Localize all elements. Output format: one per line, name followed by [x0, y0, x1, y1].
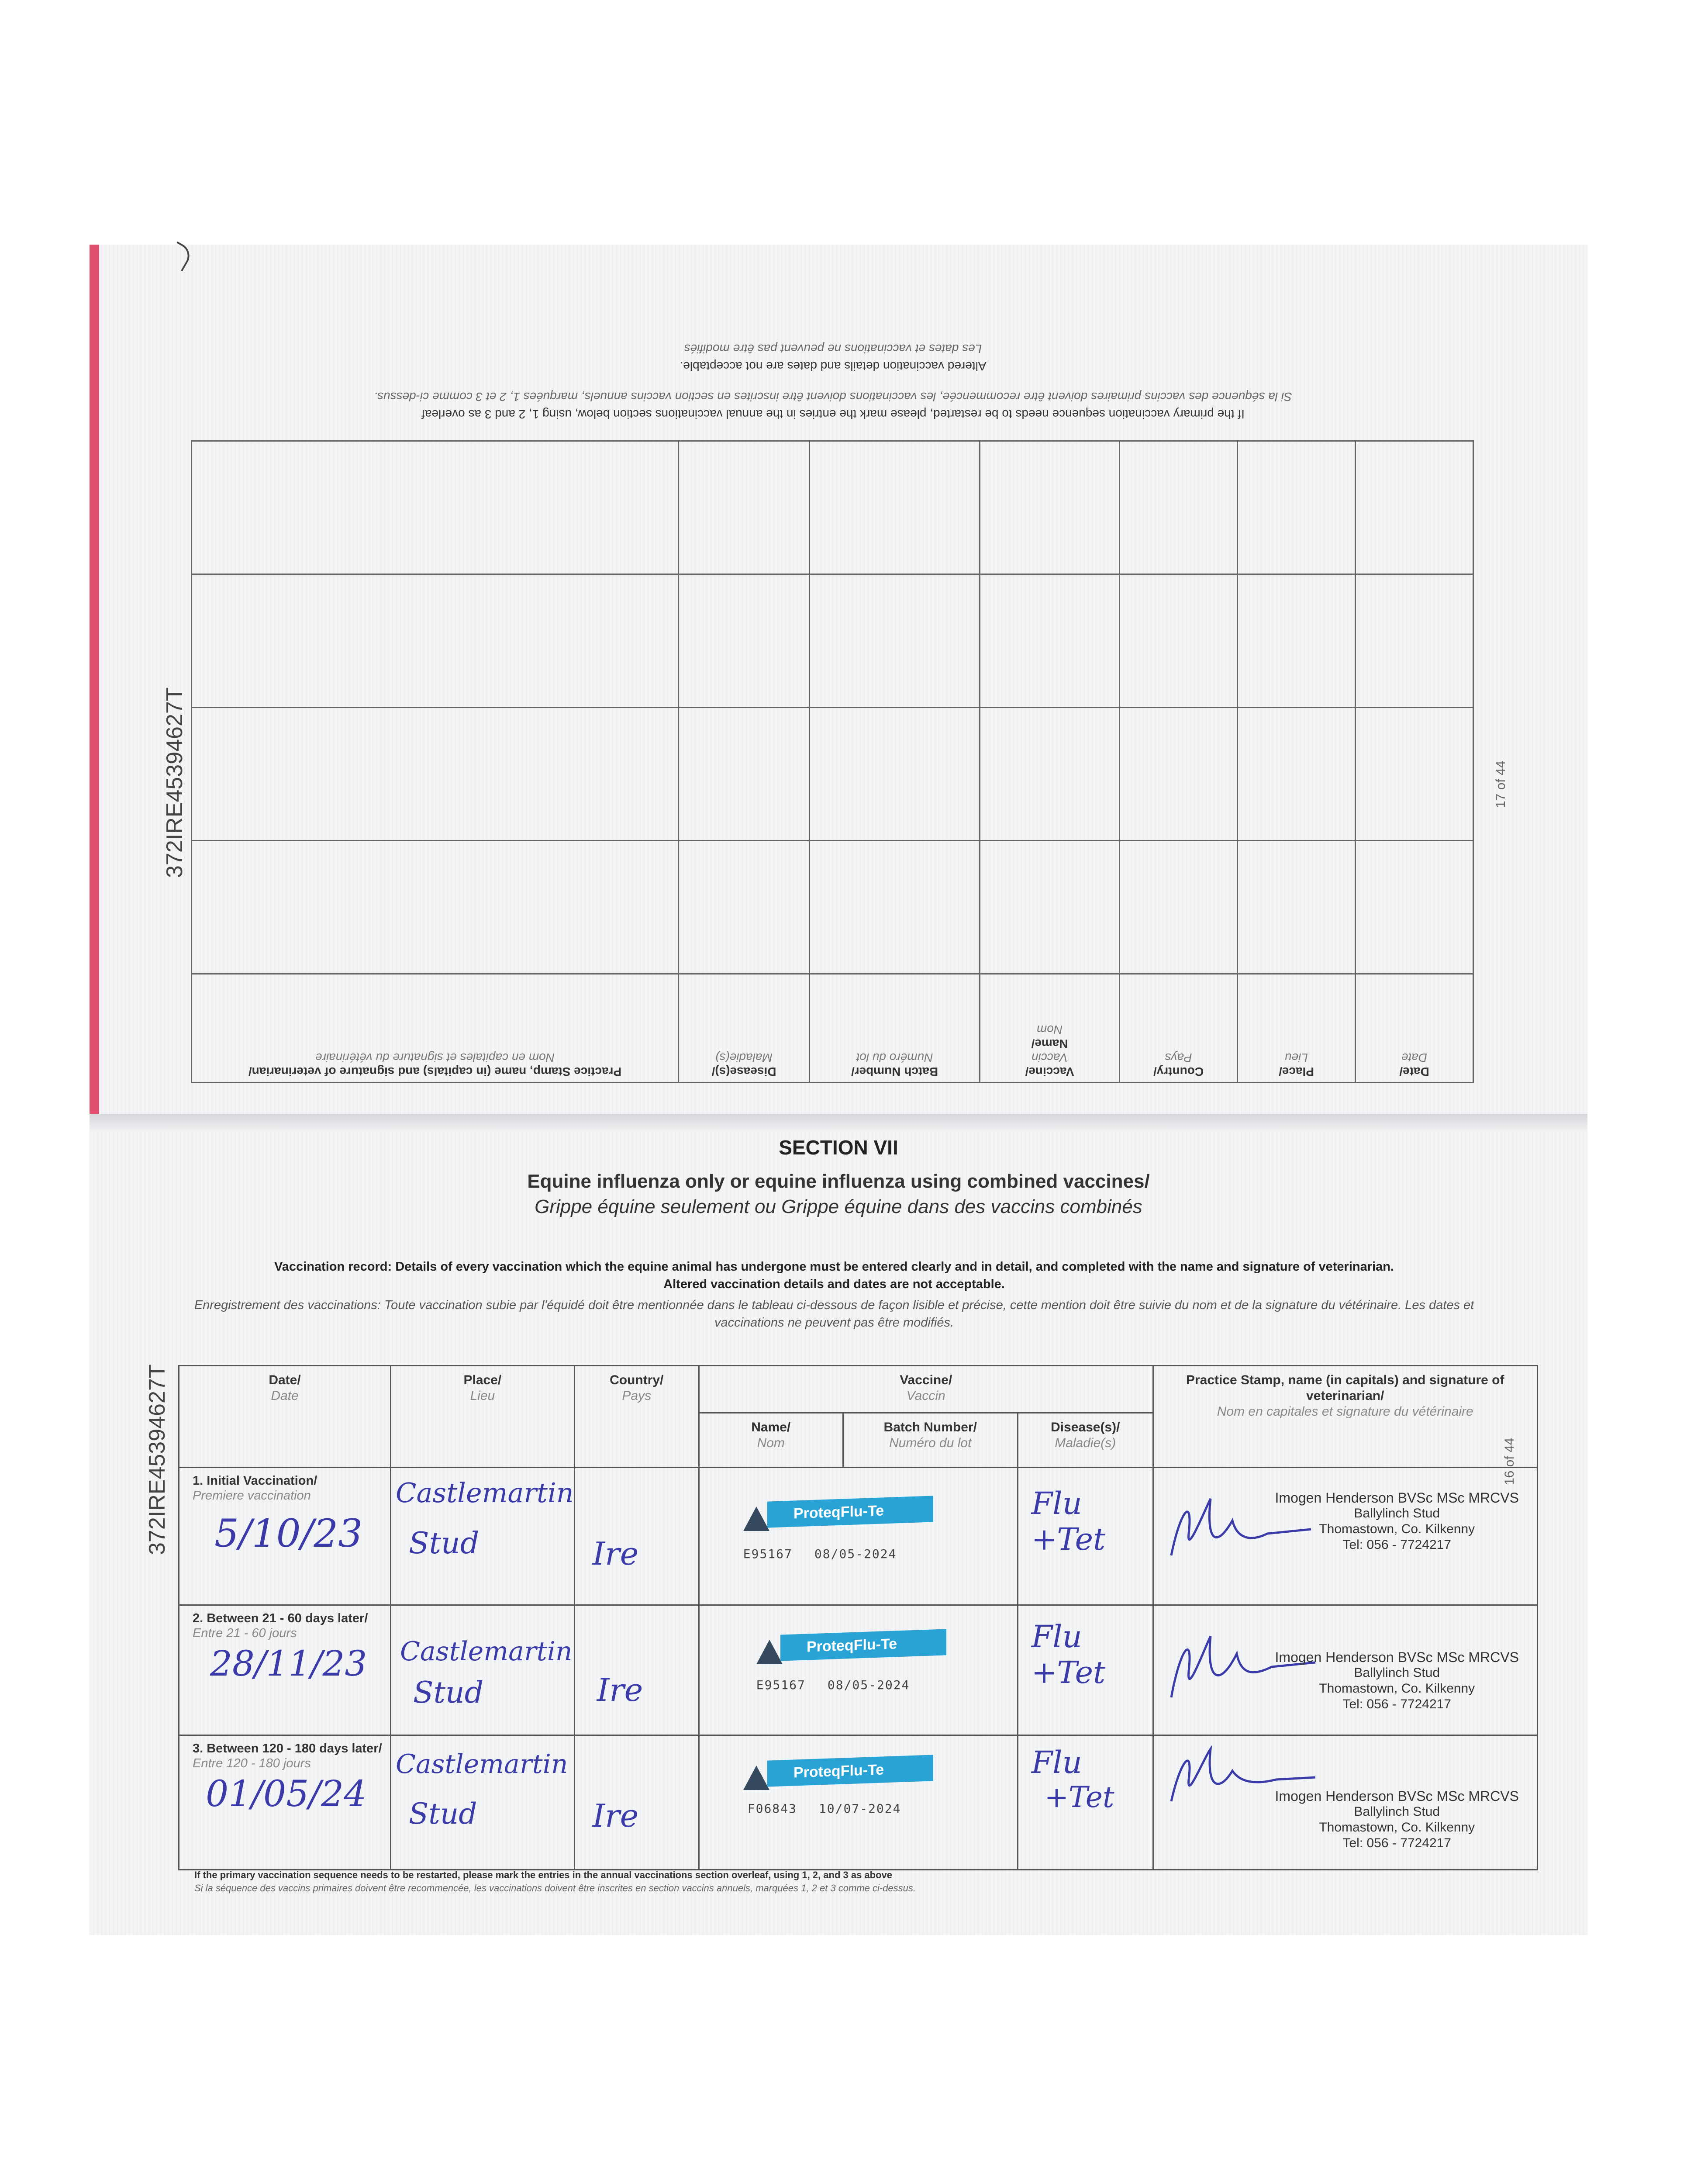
batch-number: F06843: [747, 1801, 797, 1816]
header-vaccine-name: Vaccine/ Vaccin Name/ Nom: [980, 974, 1120, 1083]
country-cell: [574, 1605, 699, 1735]
place-cell: [391, 1468, 575, 1605]
handwritten-place: Castlemartin: [396, 1477, 574, 1509]
restart-footer-note-fr: Si la séquence des vaccins primaires doivent être recommencée, les vaccinations doivent être inscrites en section vaccins annuels, marquées 1, 2 et 3 comme ci-dessus.: [194, 1883, 916, 1894]
header-date: Date/ Date: [1356, 974, 1473, 1083]
vaccine-sticker: [743, 1499, 935, 1538]
section-title: SECTION VII: [779, 1136, 898, 1159]
vet-stamp: [1266, 1490, 1528, 1553]
header-date: Date/ Date: [179, 1366, 391, 1468]
vet-name: Imogen Henderson BVSc MSc MRCVS: [1275, 1788, 1519, 1804]
date-cell: [179, 1605, 391, 1735]
vaccine-sticker-cell: [699, 1735, 1018, 1870]
handwritten-country: Ire: [592, 1797, 639, 1834]
header-batch: Batch Number/ Numéro du lot: [843, 1413, 1018, 1468]
vaccine-brand: ProteqFlu-Te: [767, 1755, 933, 1787]
vet-address: Thomastown, Co. Kilkenny: [1319, 1820, 1475, 1835]
table-row: [192, 574, 1473, 708]
header-disease: Disease(s)/ Maladie(s): [679, 974, 810, 1083]
row-label: 1. Initial Vaccination/: [193, 1474, 317, 1488]
vet-tel: Tel: 056 - 7724217: [1342, 1538, 1451, 1552]
vaccination-record-note-fr: Enregistrement des vaccinations: Toute vaccination subie par l'équidé doit être mentionnée dans le tableau ci-dessous de façon lisible et précise, cette mention doit être suivie du nom et de la signature du vétérinaire. Les dates et vaccinations ne peuvent pas être modifiés.: [194, 1298, 1474, 1330]
altered-note: Altered vaccination details and dates are not acceptable.: [680, 359, 987, 373]
handwritten-disease: Flu: [1031, 1745, 1082, 1780]
vaccination-record-note: [183, 1258, 1485, 1293]
passport-number-upper: 372IRE45394627T: [162, 687, 187, 878]
table-row: [192, 708, 1473, 841]
row-label-fr: Entre 21 - 60 jours: [193, 1626, 297, 1640]
disease-cell: [1018, 1735, 1153, 1870]
handwritten-date: 01/05/24: [206, 1773, 367, 1815]
vet-address: Thomastown, Co. Kilkenny: [1319, 1522, 1475, 1536]
restart-footer-note: If the primary vaccination sequence needs to be restarted, please mark the entries in the annual vaccinations section overleaf, using 1, 2, and 3 as above: [194, 1870, 893, 1880]
upper-page-content: [192, 332, 1474, 1083]
expiry-date: 08/05-2024: [827, 1678, 910, 1692]
vet-practice: Ballylinch Stud: [1354, 1506, 1440, 1521]
handwritten-place-line2: Stud: [409, 1526, 480, 1561]
handwritten-disease: Flu: [1031, 1619, 1082, 1655]
restart-note: If the primary vaccination sequence needs to be restarted, please mark the entries in the annual vaccinations section below, using 1, 2 and 3 as overleaf: [421, 408, 1245, 421]
brand-logo-icon: [743, 1766, 769, 1790]
place-cell: [391, 1605, 575, 1735]
page-fold: [90, 1114, 1587, 1131]
vet-tel: Tel: 056 - 7724217: [1342, 1836, 1451, 1850]
vaccination-table: [178, 1365, 1538, 1870]
table-row: [192, 841, 1473, 974]
vet-practice: Ballylinch Stud: [1354, 1804, 1440, 1819]
handwritten-place-line2: Stud: [409, 1797, 477, 1831]
date-cell: [179, 1468, 391, 1605]
handwritten-date: 5/10/23: [214, 1511, 363, 1556]
batch-info: [748, 1801, 944, 1816]
row-label-fr: Premiere vaccination: [193, 1489, 311, 1503]
vaccine-sticker-cell: [699, 1605, 1018, 1735]
vet-tel: Tel: 056 - 7724217: [1342, 1697, 1451, 1711]
header-country: Country/ Pays: [574, 1366, 699, 1468]
vet-stamp-cell: [1153, 1605, 1537, 1735]
table-row: [179, 1735, 1538, 1870]
brand-logo-icon: [756, 1640, 783, 1664]
batch-info: [756, 1678, 953, 1692]
upper-notes: [192, 340, 1474, 423]
header-place: Place/ Lieu: [1238, 974, 1356, 1083]
table-row: [179, 1605, 1538, 1735]
header-vaccine: Vaccine/ Vaccin: [699, 1366, 1153, 1413]
country-cell: [574, 1735, 699, 1870]
blank-vaccination-table: [191, 440, 1474, 1083]
disease-cell: [1018, 1605, 1153, 1735]
batch-number: E95167: [756, 1678, 806, 1692]
handwritten-disease-line2: +Tet: [1031, 1521, 1106, 1557]
vet-stamp-cell: [1153, 1735, 1537, 1870]
header-place: Place/ Lieu: [391, 1366, 575, 1468]
handwritten-country: Ire: [592, 1535, 639, 1572]
record-altered: Altered vaccination details and dates are not acceptable.: [663, 1277, 1005, 1291]
vaccine-brand: ProteqFlu-Te: [780, 1629, 946, 1661]
vet-stamp-cell: [1153, 1468, 1537, 1605]
header-stamp: Practice Stamp, name (in capitals) and signature of veterinarian/ Nom en capitales et signature du vétérinaire: [192, 974, 679, 1083]
header-disease: Disease(s)/ Maladie(s): [1018, 1413, 1153, 1468]
upper-page-number: 17 of 44: [1494, 760, 1508, 808]
passport-cover-edge: [90, 245, 99, 1114]
vet-name: Imogen Henderson BVSc MSc MRCVS: [1275, 1490, 1519, 1506]
handwritten-country: Ire: [597, 1671, 643, 1708]
vet-stamp: [1266, 1788, 1528, 1851]
header-vaccine-name: Name/ Nom: [699, 1413, 843, 1468]
handwritten-date: 28/11/23: [210, 1643, 367, 1684]
table-row: [192, 441, 1473, 574]
batch-info: [743, 1547, 940, 1561]
vaccine-brand: ProteqFlu-Te: [767, 1496, 933, 1527]
vet-address: Thomastown, Co. Kilkenny: [1319, 1681, 1475, 1696]
row-label: 3. Between 120 - 180 days later/: [193, 1742, 382, 1755]
place-cell: [391, 1735, 575, 1870]
expiry-date: 10/07-2024: [818, 1801, 901, 1816]
altered-note-fr: Les dates et vaccinations ne peuvent pas être modifiés: [684, 342, 982, 356]
handwritten-place: Castlemartin: [396, 1749, 568, 1780]
record-label: Vaccination record:: [274, 1260, 392, 1274]
handwritten-disease-line2: +Tet: [1044, 1780, 1114, 1814]
batch-number: E95167: [743, 1547, 793, 1561]
row-label: 2. Between 21 - 60 days later/: [193, 1611, 368, 1625]
restart-note-fr: Si la séquence des vaccins primaires doivent être recommencée, les vaccinations doivent être inscrites en section vaccins annuels, marquées 1, 2 et 3 comme ci-dessus.: [374, 390, 1292, 404]
vaccine-sticker: [743, 1758, 935, 1797]
brand-logo-icon: [743, 1507, 769, 1531]
table-row: [179, 1468, 1538, 1605]
handwritten-place-line2: Stud: [413, 1676, 484, 1710]
record-text: Details of every vaccination which the equine animal has undergone must be entered clearly and in detail, and completed with the name and signature of veterinarian.: [395, 1260, 1394, 1274]
country-cell: [574, 1468, 699, 1605]
handwritten-place: Castlemartin: [400, 1636, 573, 1667]
passport-number-lower: 372IRE45394627T: [145, 1364, 170, 1555]
handwritten-disease-line2: +Tet: [1031, 1655, 1106, 1690]
section-subtitle: Equine influenza only or equine influenza using combined vaccines/: [527, 1171, 1150, 1192]
header-batch: Batch Number/ Numéro du lot: [810, 974, 980, 1083]
lower-page-number: 16 of 44: [1502, 1438, 1517, 1485]
date-cell: [179, 1735, 391, 1870]
handwritten-disease: Flu: [1031, 1486, 1082, 1521]
vaccine-sticker-cell: [699, 1468, 1018, 1605]
header-country: Country/ Pays: [1120, 974, 1238, 1083]
vet-name: Imogen Henderson BVSc MSc MRCVS: [1275, 1649, 1519, 1665]
vaccine-sticker: [756, 1632, 949, 1671]
vet-stamp: [1266, 1649, 1528, 1712]
row-label-fr: Entre 120 - 180 jours: [193, 1756, 311, 1770]
expiry-date: 08/05-2024: [814, 1547, 897, 1561]
section-subtitle-fr: Grippe équine seulement ou Grippe équine dans des vaccins combinés: [535, 1196, 1142, 1217]
vet-practice: Ballylinch Stud: [1354, 1666, 1440, 1680]
header-stamp: Practice Stamp, name (in capitals) and signature of veterinarian/ Nom en capitales et signature du vétérinaire: [1153, 1366, 1537, 1468]
disease-cell: [1018, 1468, 1153, 1605]
